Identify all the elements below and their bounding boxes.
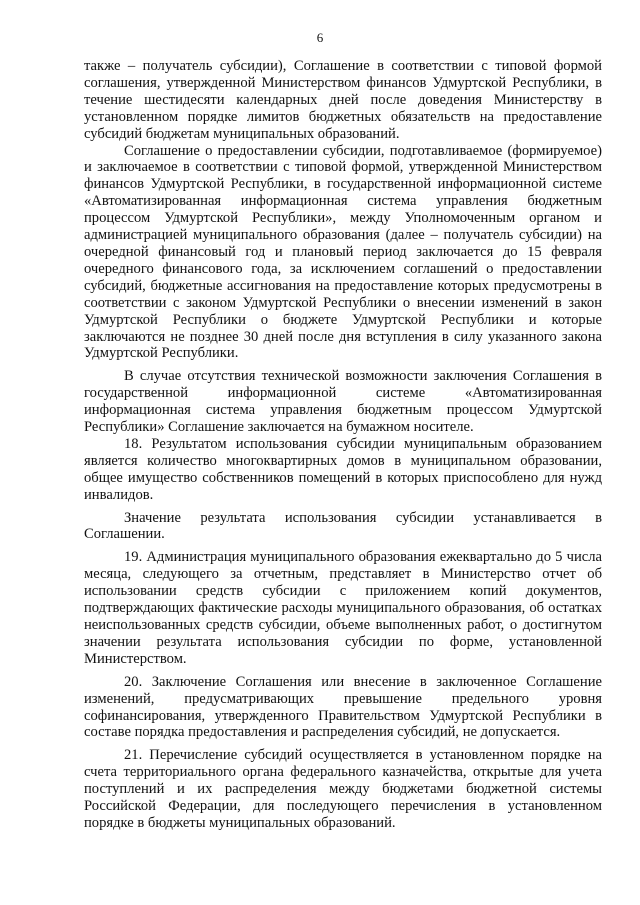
paragraph-item-18: 18. Результатом использования субсидии муниципальным образованием является количество многоквартирных домов в муниципальном образовании, общее имущество собственников помещений в которых приспособлено для нужд инвалидов. (84, 435, 602, 503)
paragraph-item-21: 21. Перечисление субсидий осуществляется в установленном порядке на счета территориального органа федерального казначейства, открытые для учета поступлений и их распределения между бюджетами бюджетной системы Российской Федерации, для последующего перечисления в установленном порядке в бюджеты муниципальных образований. (84, 747, 602, 831)
paragraph-paper-agreement: В случае отсутствия технической возможности заключения Соглашения в государственной информационной системе «Автоматизированная информационная система управления бюджетным процессом Удмуртской Республики» Соглашение заключается на бумажном носителе. (84, 368, 602, 436)
paragraph-item-20: 20. Заключение Соглашения или внесение в заключенное Соглашение изменений, предусматривающих превышение предельного уровня софинансирования, утвержденного Правительством Удмуртской Республики в составе порядка предоставления и распределения субсидий, не допускается. (84, 673, 602, 741)
document-body (84, 58, 602, 832)
page-number: 6 (316, 30, 324, 45)
paragraph-continuation: также – получатель субсидии), Соглашение в соответствии с типовой формой соглашения, утвержденной Министерством финансов Удмуртской Республики, в течение шестидесяти календарных дней после доведения Министерству в установленном порядке лимитов бюджетных обязательств на предоставление субсидий бюджетам муниципальных образований. (84, 58, 602, 142)
paragraph-agreement-preparation: Соглашение о предоставлении субсидии, подготавливаемое (формируемое) и заключаемое в соответствии с типовой формой, утвержденной Министерством финансов Удмуртской Республики, в государственной информационной системе «Автоматизированная информационная система управления бюджетным процессом Удмуртской Республики», между Уполномоченным органом и администрацией муниципального образования (далее – получатель субсидии) на очередной финансовый год и плановый период заключается до 15 февраля очередного финансового года, за исключением соглашений о предоставлении субсидий, бюджетные ассигнования на предоставление которых предусмотрены в соответствии с законом Удмуртской Республики о внесении изменений в закон Удмуртской Республики о бюджете Удмуртской Республики и которые заключаются не позднее 30 дней после дня вступления в силу указанного закона Удмуртской Республики. (84, 142, 602, 362)
paragraph-item-19: 19. Администрация муниципального образования ежеквартально до 5 числа месяца, следующего за отчетным, представляет в Министерство отчет об использовании средств субсидии с приложением копий документов, подтверждающих фактические расходы муниципального образования, об остатках неиспользованных средств субсидии, объеме выполненных работ, о достигнутом значении результата использования субсидии по форме, установленной Министерством. (84, 549, 602, 667)
paragraph-result-value: Значение результата использования субсидии устанавливается в Соглашении. (84, 509, 602, 543)
